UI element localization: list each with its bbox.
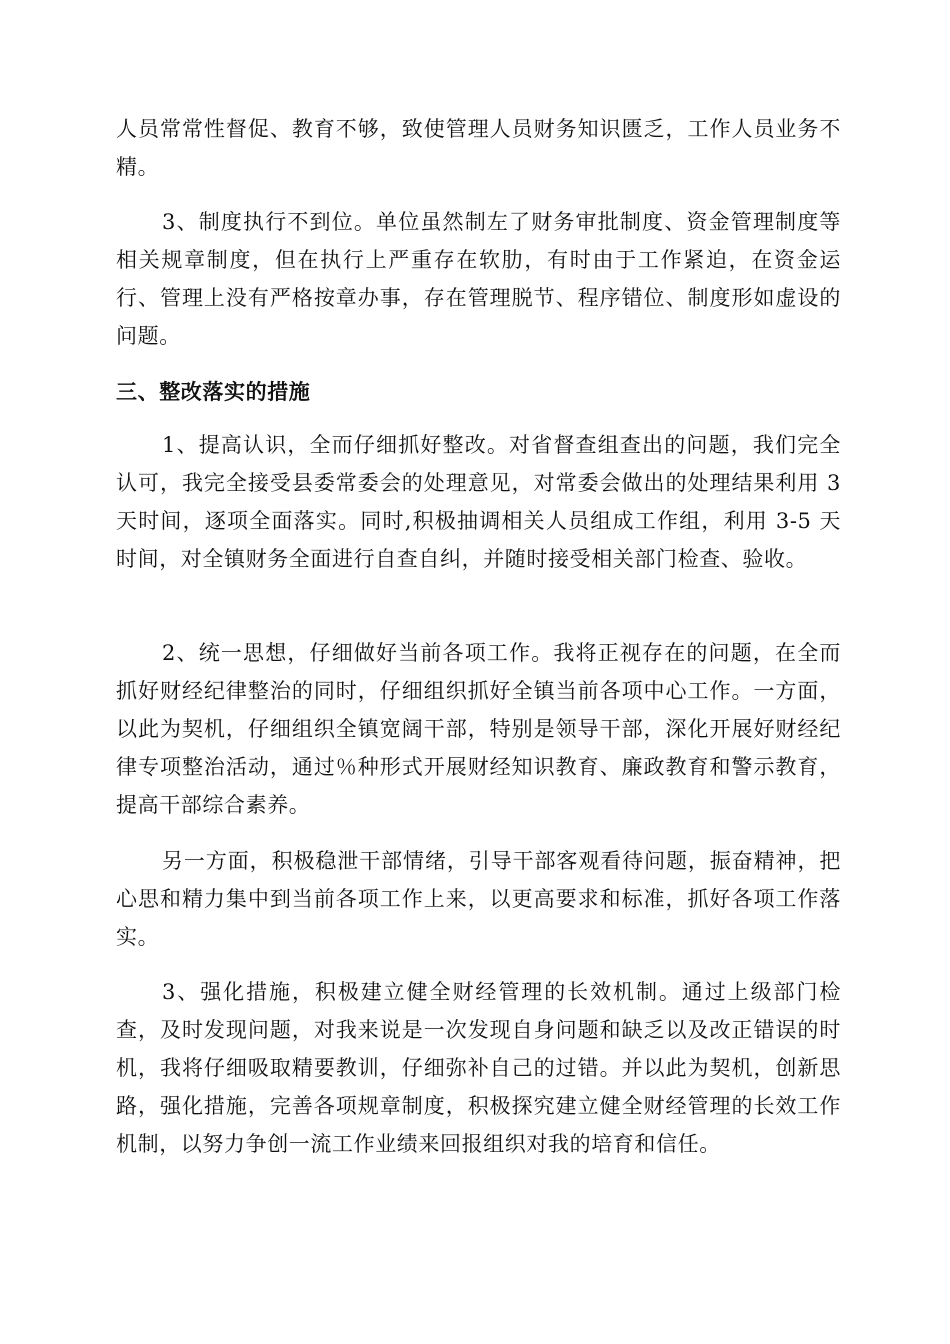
paragraph-strengthen-measures: 3、强化措施，积极建立健全财经管理的长效机制。通过上级部门检查，及时发现问题，对我来说是一次发现自身问题和缺乏以及改正错误的时机，我将仔细吸取精要教训，仔细弥补自己的过错。并以此为契机，创新思路，强化措施，完善各项规章制度，积极探究建立健全财经管理的长效工作机制，以努力争创一流工作业绩来回报组织对我的培育和信任。 bbox=[116, 980, 841, 1156]
paragraph-raise-awareness: 1、提高认识，全而仔细抓好整改。对省督查组查出的问题，我们完全认可，我完全接受县委常委会的处理意见，对常委会做出的处理结果利用 3 天时间，逐项全面落实。同时,积极抽调相关人员组成工作组，利用 3-5 天时间，对全镇财务全面进行自查自纠，并随时接受相关部门检查、验收。 bbox=[116, 433, 841, 571]
paragraph-continuation: 人员常常性督促、教育不够，致使管理人员财务知识匮乏，工作人员业务不精。 bbox=[116, 117, 841, 179]
section-heading: 三、整改落实的措施 bbox=[116, 380, 311, 404]
paragraph-system-execution: 3、制度执行不到位。单位虽然制左了财务审批制度、资金管理制度等相关规章制度，但在执行上严重存在软肋，有时由于工作紧迫，在资金运行、管理上没有严格按章办事，存在管理脱节、程序错位、制度形如虚设的问题。 bbox=[116, 210, 841, 348]
paragraph-unify-thinking: 2、统一思想，仔细做好当前各项工作。我将正视存在的问题，在全而抓好财经纪律整治的同时，仔细组织抓好全镇当前各项中心工作。一方面，以此为契机，仔细组织全镇宽阔干部，特别是领导干部，深化开展好财经纪律专项整治活动，通过％种形式开展财经知识教育、廉政教育和警示教育，提高干部综合素养。 bbox=[116, 641, 841, 817]
paragraph-other-side: 另一方面，积极稳泄干部情绪，引导干部客观看待问题，振奋精神，把心思和精力集中到当前各项工作上来，以更高要求和标准，抓好各项工作落实。 bbox=[116, 849, 841, 949]
